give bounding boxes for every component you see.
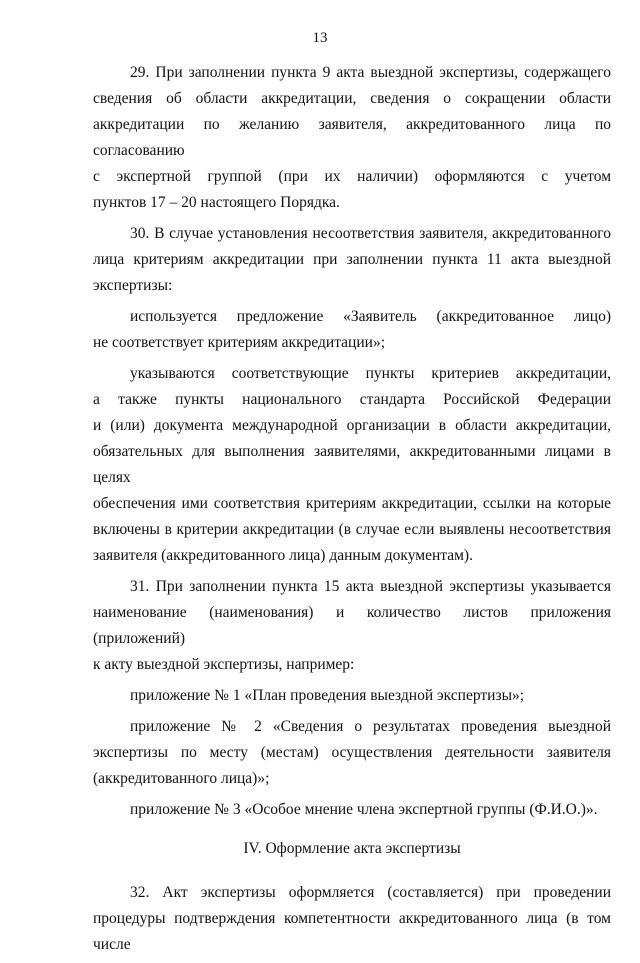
text-line: не соответствует критериям аккредитации»; (93, 334, 386, 351)
paragraph (93, 60, 611, 216)
text-line: заявителя (аккредитованного лица) данным документам). (93, 547, 473, 564)
text-line: указываются соответствующие пункты критериев аккредитации, (130, 365, 611, 382)
text-line: приложение № 2 «Сведения о результатах проведения выездной (130, 718, 611, 735)
text-line: приложение № 3 «Особое мнение члена экспертной группы (Ф.И.О.)». (130, 801, 598, 818)
paragraphs-before-heading (93, 60, 611, 823)
document-body (93, 60, 611, 963)
text-line: обязательных для выполнения заявителями, аккредитованными лицами в целях (93, 443, 611, 486)
paragraph (93, 880, 611, 958)
text-line: используется предложение «Заявитель (аккредитованное лицо) (130, 308, 611, 325)
paragraph (93, 221, 611, 299)
text-line: к акту выездной экспертизы, например: (93, 656, 355, 673)
paragraph (93, 797, 611, 823)
text-line: 29. При заполнении пункта 9 акта выездной экспертизы, содержащего (130, 64, 611, 81)
text-line: процедуры подтверждения компетентности аккредитованного лица (в том числе (93, 910, 611, 953)
text-line: лица критериям аккредитации при заполнении пункта 11 акта выездной (93, 251, 611, 268)
paragraphs-after-heading (93, 880, 611, 958)
paragraph (93, 574, 611, 678)
text-line: 31. При заполнении пункта 15 акта выездной экспертизы указывается (130, 578, 611, 595)
text-line: наименование (наименования) и количество листов приложения (приложений) (93, 604, 611, 647)
page-number: 13 (312, 30, 328, 46)
paragraph (93, 304, 611, 356)
text-line: экспертизы: (93, 277, 173, 294)
text-line: с экспертной группой (при их наличии) оформляются с учетом (93, 168, 611, 185)
text-line: пунктов 17 – 20 настоящего Порядка. (93, 194, 340, 211)
text-line: и (или) документа международной организации в области аккредитации, (93, 417, 611, 434)
text-line: (аккредитованного лица)»; (93, 770, 270, 787)
paragraph (93, 683, 611, 709)
text-line: сведения об области аккредитации, сведения о сокращении области (93, 90, 611, 107)
text-line: а также пункты национального стандарта Российской Федерации (93, 391, 611, 408)
text-line: 32. Акт экспертизы оформляется (составляется) при проведении (130, 884, 611, 901)
text-line: приложение № 1 «План проведения выездной экспертизы»; (130, 687, 525, 704)
text-line: экспертизы по месту (местам) осуществления деятельности заявителя (93, 744, 611, 761)
section-heading: IV. Оформление акта экспертизы (243, 840, 461, 857)
text-line: аккредитации по желанию заявителя, аккредитованного лица по согласованию (93, 116, 611, 159)
text-line: обеспечения ими соответствия критериям аккредитации, ссылки на которые (93, 495, 611, 512)
paragraph (93, 714, 611, 792)
text-line: 30. В случае установления несоответствия заявителя, аккредитованного (130, 225, 611, 242)
text-line: включены в критерии аккредитации (в случае если выявлены несоответствия (93, 521, 611, 538)
paragraph (93, 361, 611, 569)
